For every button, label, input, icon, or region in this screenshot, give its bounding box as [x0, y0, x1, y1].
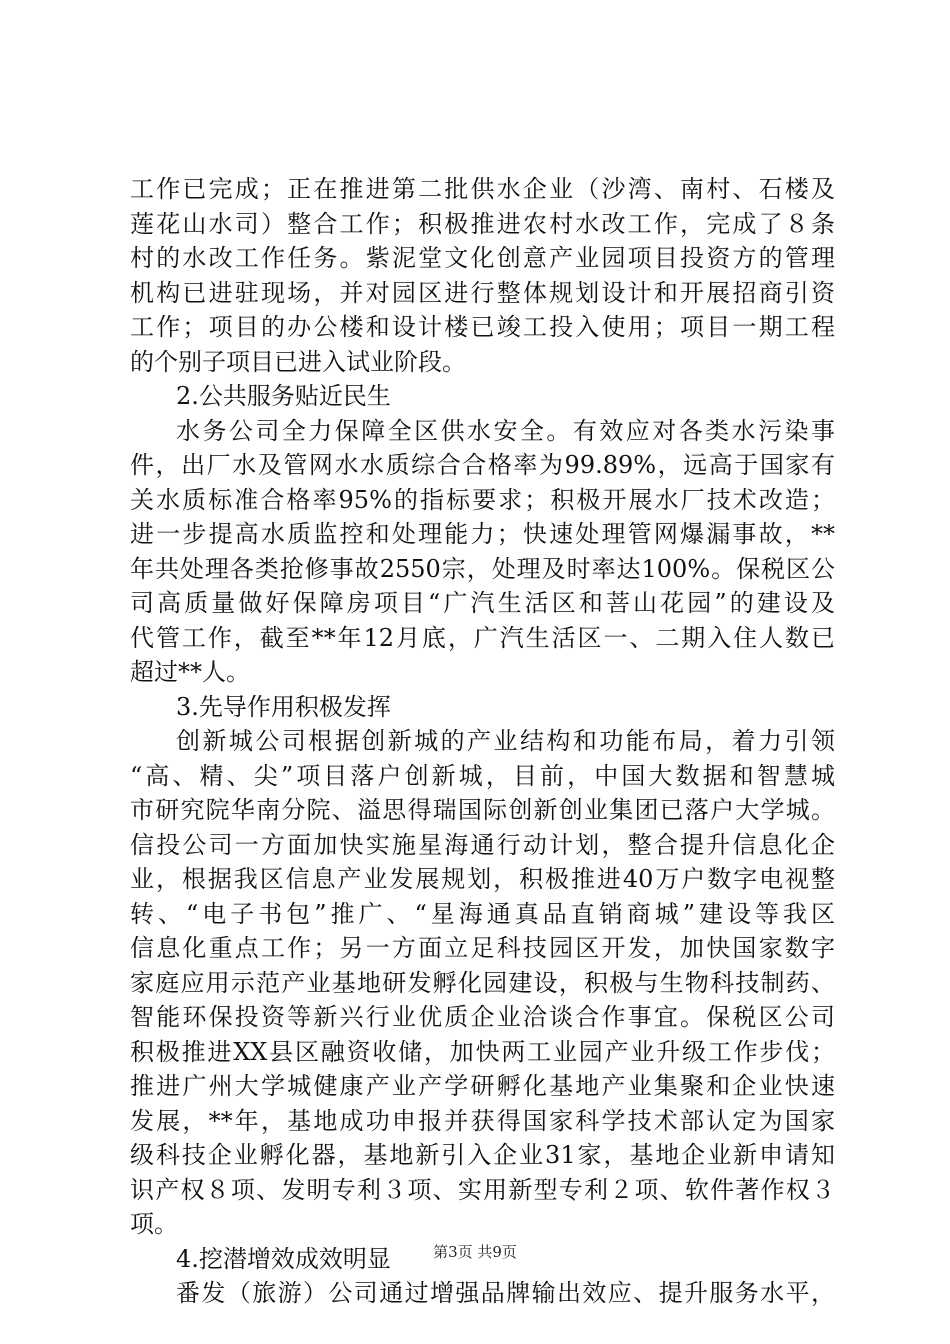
text-line: 工作已完成；正在推进第二批供水企业（沙湾、南村、石楼及 — [130, 175, 835, 203]
text-line: 番发（旅游）公司通过增强品牌输出效应、提升服务水平， — [176, 1279, 835, 1307]
section-heading: 4.挖潜增效成效明显 — [176, 1244, 391, 1273]
text-line: 关水质标准合格率95%的指标要求；积极开展水厂技术改造； — [130, 485, 835, 514]
text-line: 水务公司全力保障全区供水安全。有效应对各类水污染事 — [176, 416, 835, 445]
text-line: 莲花山水司）整合工作；积极推进农村水改工作，完成了８条 — [130, 209, 835, 238]
text-line: 信投公司一方面加快实施星海通行动计划，整合提升信息化企 — [130, 830, 835, 859]
text-line: 级科技企业孵化器，基地新引入企业31家，基地企业新申请知 — [130, 1141, 835, 1169]
text-line: 司高质量做好保障房项目“广汽生活区和菩山花园”的建设及 — [130, 589, 835, 617]
text-line: 发展，**年，基地成功申报并获得国家科学技术部认定为国家 — [130, 1106, 835, 1135]
text-line: 代管工作，截至**年12月底，广汽生活区一、二期入住人数已 — [130, 623, 835, 652]
section-heading: 3.先导作用积极发挥 — [176, 692, 391, 721]
text-line: 创新城公司根据创新城的产业结构和功能布局，着力引领 — [176, 727, 835, 755]
text-line: 村的水改工作任务。紫泥堂文化创意产业园项目投资方的管理 — [130, 244, 835, 272]
text-line: 信息化重点工作；另一方面立足科技园区开发，加快国家数字 — [130, 934, 835, 962]
text-line: 识产权８项、发明专利３项、实用新型专利２项、软件著作权３ — [130, 1175, 835, 1204]
text-line: 机构已进驻现场，并对园区进行整体规划设计和开展招商引资 — [130, 278, 835, 307]
text-line: 进一步提高水质监控和处理能力；快速处理管网爆漏事故，** — [130, 520, 835, 548]
text-line: 超过**人。 — [130, 658, 250, 686]
text-line: 项。 — [130, 1210, 178, 1238]
text-line: 家庭应用示范产业基地研发孵化园建设，积极与生物科技制药、 — [130, 968, 835, 997]
text-line: 工作；项目的办公楼和设计楼已竣工投入使用；项目一期工程 — [130, 313, 835, 341]
page-number-footer: 第3页 共9页 — [433, 1243, 517, 1261]
text-line: 件，出厂水及管网水水质综合合格率为99.89%，远高于国家有 — [130, 451, 835, 479]
text-line: 年共处理各类抢修事故2550宗，处理及时率达100%。保税区公 — [130, 554, 835, 583]
document-body — [130, 172, 835, 1311]
text-line: 业，根据我区信息产业发展规划，积极推进40万户数字电视整 — [130, 865, 835, 893]
text-line: 智能环保投资等新兴行业优质企业洽谈合作事宜。保税区公司 — [130, 1003, 835, 1031]
text-line: 积极推进XX县区融资收储，加快两工业园产业升级工作步伐； — [130, 1037, 835, 1066]
text-line: 的个别子项目已进入试业阶段。 — [130, 347, 466, 376]
text-line: “高、精、尖”项目落户创新城，目前，中国大数据和智慧城 — [130, 761, 835, 790]
text-line: 市研究院华南分院、溢思得瑞国际创新创业集团已落户大学城。 — [130, 796, 835, 824]
section-heading: 2.公共服务贴近民生 — [176, 382, 391, 410]
text-line: 转、“电子书包”推广、“星海通真品直销商城”建设等我区 — [130, 899, 835, 928]
text-line: 推进广州大学城健康产业产学研孵化基地产业集聚和企业快速 — [130, 1072, 835, 1100]
